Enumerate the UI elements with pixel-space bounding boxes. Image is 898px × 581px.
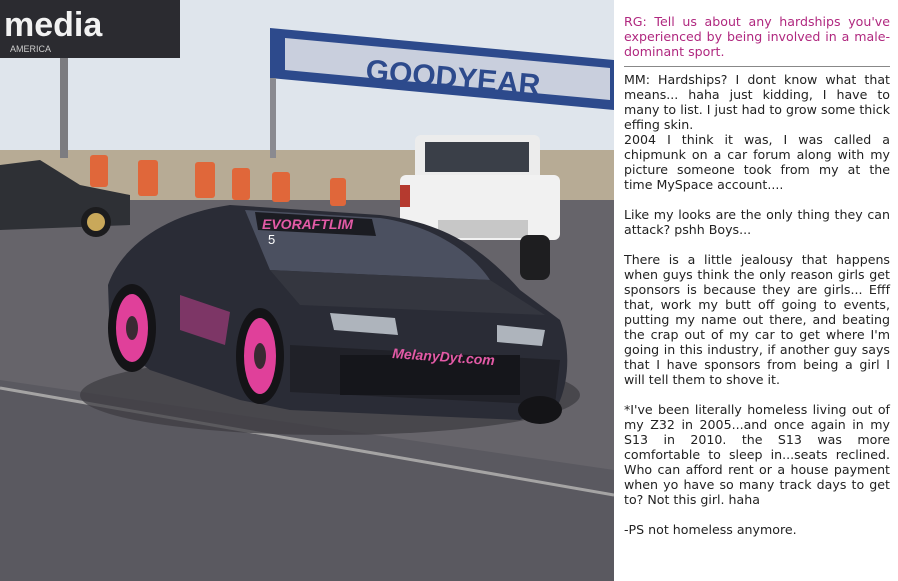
answer-homeless: *I've been literally homeless living out of my Z32 in 2005...and once again in my S13 in 2010. the S13 was more comfortable to sleep in...seats reclined. Who can afford rent or a house payment when yo have so many track days to get to? Not this girl. haha: [624, 402, 890, 507]
front-wheel: [236, 308, 284, 404]
divider: [624, 66, 890, 67]
side-decal-text: MelanyDyt.com: [391, 345, 496, 369]
media-banner-subtext: AMERICA: [10, 44, 52, 54]
media-banner-text: media: [4, 6, 103, 44]
windshield-banner-text: EVORAFTLIM: [262, 216, 353, 232]
answer-looks: Like my looks are the only thing they can attack? pshh Boys...: [624, 207, 890, 237]
goodyear-banner-text: GOODYEAR: [364, 54, 542, 103]
interview-question: RG: Tell us about any hardships you've experienced by being involved in a male-dominant sport.: [624, 14, 890, 59]
car-number: 5: [268, 232, 276, 247]
answer-2004: 2004 I think it was, I was called a chipmunk on a car forum along with my picture someone took from my at the time MySpace account....: [624, 132, 890, 192]
answer-intro: MM: Hardships? I dont know what that means... haha just kidding, I have to many to list. I just had to grow some thick effing skin.: [624, 72, 890, 132]
rear-wheel: [108, 284, 156, 372]
interview-text: [624, 14, 890, 552]
answer-jealousy: There is a little jealousy that happens when guys think the only reason girls get sponsors is because they are girls... Efff that, work my butt off going to events, putting my name out there, and beating the crap out of my car to get where I'm going in this industry, if another guy says that I have sponsors from being a girl I will tell them to shove it.: [624, 252, 890, 387]
postscript: -PS not homeless anymore.: [624, 522, 797, 537]
